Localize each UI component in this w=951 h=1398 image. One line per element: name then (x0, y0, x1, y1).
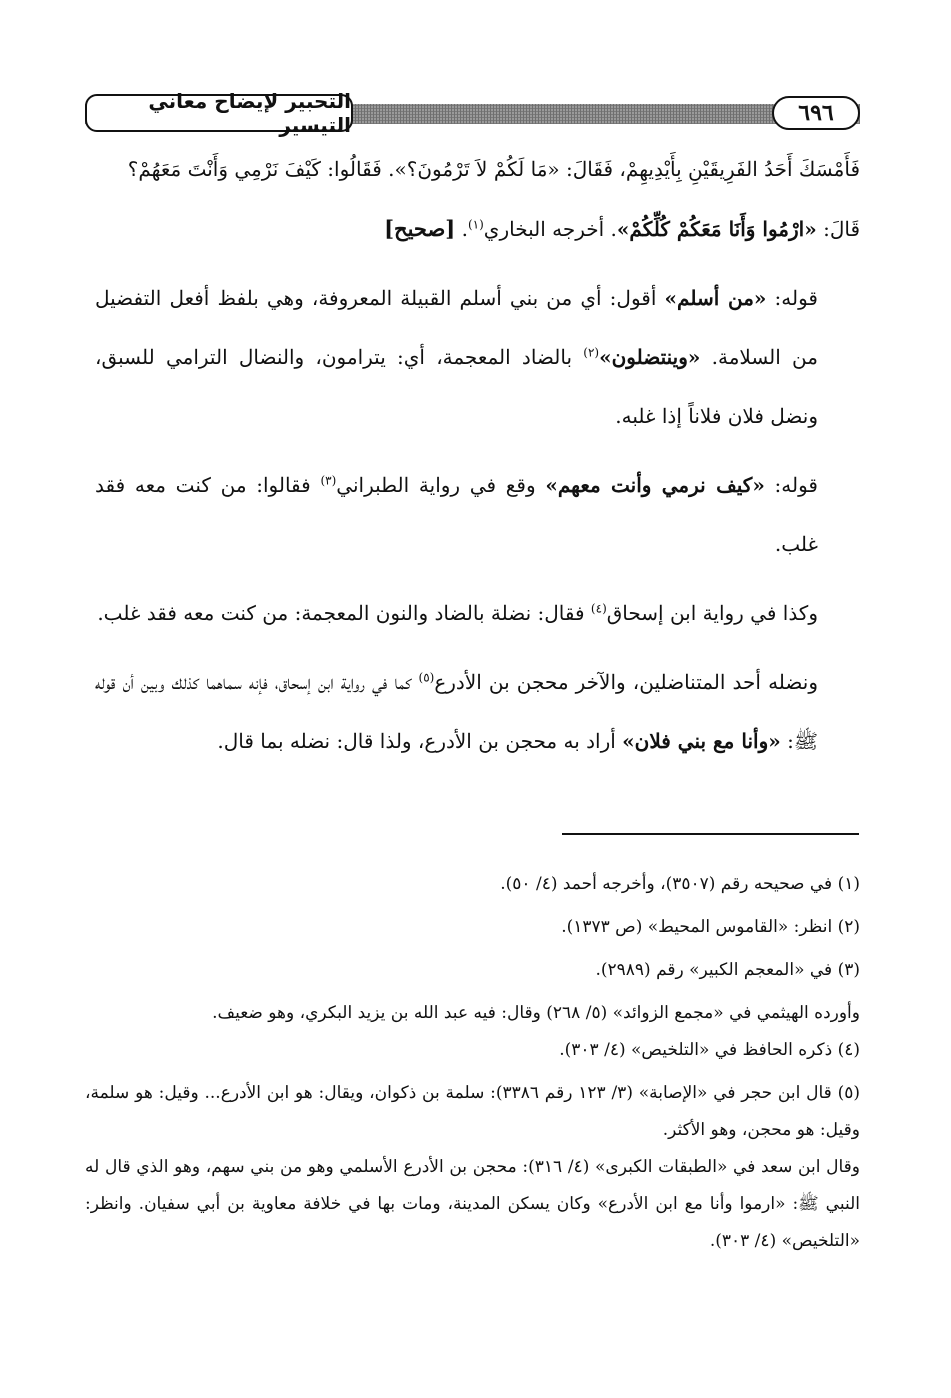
paragraph (95, 456, 860, 574)
hadith-text-line (95, 199, 860, 259)
quoted-phrase: «ارْمُوا وَأَنَا مَعَكُمْ كُلِّكُمْ» (616, 217, 817, 241)
hadith-text-line (95, 140, 860, 199)
footnote-ref[interactable]: (١) (467, 217, 484, 232)
hadith-line-1: فَأَمْسَكَ أَحَدُ الفَرِيقَيْنِ بِأَيْدِيهِمْ، فَقَالَ: «مَا لَكُمْ لاَ تَرْمُونَ؟». فَقَالُوا: كَيْفَ نَرْمِي وَأَنْتَ مَعَهُمْ؟ (127, 157, 860, 181)
footnote-ref[interactable]: (٤) (590, 601, 607, 616)
footnote-separator (562, 833, 859, 835)
footnote: (٤) ذكره الحافظ في «التلخيص» (٤/ ٣٠٣). (559, 1040, 860, 1060)
text-span: . أخرجه البخاري (483, 217, 617, 241)
text-span: قوله: (764, 473, 818, 497)
text-span: فقالوا: من كنت معه فقد غلب. (95, 473, 818, 556)
text-span: وكذا في رواية ابن إسحاق (606, 601, 818, 625)
footnote: وأورده الهيثمي في «مجمع الزوائد» (٥/ ٢٦٨) وقال: فيه عبد الله بن يزيد البكري، وهو ضعيف. (212, 1003, 860, 1023)
footnote: (٣) في «المعجم الكبير» رقم (٢٩٨٩). (595, 960, 860, 980)
footnote-ref[interactable]: (٢) (583, 345, 600, 360)
text-span: أراد به محجن بن الأدرع، ولذا قال: نضله بما قال. (217, 729, 623, 753)
quoted-phrase: «وينتضلون» (599, 345, 701, 369)
paragraph (95, 653, 860, 771)
footnote: (٥) قال ابن حجر في «الإصابة» (٣/ ١٢٣ رقم ٣٣٨٦): سلمة بن ذكوان، ويقال: هو ابن الأدرع... وقيل: هو سلمة، وقيل: هو محجن، وهو الأكثر. (85, 1083, 860, 1140)
paragraph (95, 269, 860, 446)
hadith-grade: [صحيح] (384, 216, 456, 241)
footnote-ref[interactable]: (٥) (418, 670, 435, 685)
footnotes (85, 866, 860, 1260)
main-text (95, 140, 860, 771)
text-span: أقول: أي من بني أسلم القبيلة المعروفة، وهي بلفظ أفعل التفضيل من السلامة. (95, 286, 818, 369)
text-span: فقال: نضلة بالضاد والنون المعجمة: من كنت معه فقد غلب. (97, 601, 591, 625)
book-title: التحبير لإيضاح معاني التيسير (85, 94, 353, 132)
text-span: قَالَ: (816, 217, 860, 241)
page-number: ٦٩٦ (772, 96, 860, 130)
text-span: بالضاد المعجمة، أي: يترامون، والنضال الترامي للسبق، ونضل فلان فلاناً إذا غلبه. (95, 345, 818, 428)
footnote: (٢) انظر: «القاموس المحيط» (ص ١٣٧٣). (561, 917, 860, 937)
page-header (85, 89, 860, 140)
text-span: قوله: (766, 286, 818, 310)
text-span: . (455, 217, 468, 241)
footnote-ref[interactable]: (٣) (320, 473, 337, 488)
quoted-phrase: «وأنا مع بني فلان» (622, 729, 781, 753)
footnote: (١) في صحيحه رقم (٣٥٠٧)، وأخرجه أحمد (٤/ ٥٠). (500, 874, 860, 894)
text-span: وقع في رواية الطبراني (336, 473, 546, 497)
text-span: كما في رواية ابن إسحاق، فإنه سماهما كذلك وبين أن قوله ﷺ: (95, 670, 818, 753)
text-span: ونضله أحد المتناضلين، والآخر محجن بن الأدرع (434, 670, 818, 694)
quoted-phrase: «من أسلم» (664, 286, 767, 310)
paragraph (95, 584, 860, 643)
quoted-phrase: «كيف نرمي وأنت معهم» (545, 473, 765, 497)
footnote: وقال ابن سعد في «الطبقات الكبرى» (٤/ ٣١٦): محجن بن الأدرع الأسلمي وهو من بني سهم، وهو الذي قال له النبي ﷺ: «ارموا وأنا مع ابن الأدرع» وكان يسكن المدينة، ومات بها في خلافة معاوية بن أبي سفيان. وانظر: «التلخيص» (٤/ ٣٠٣). (85, 1157, 860, 1251)
